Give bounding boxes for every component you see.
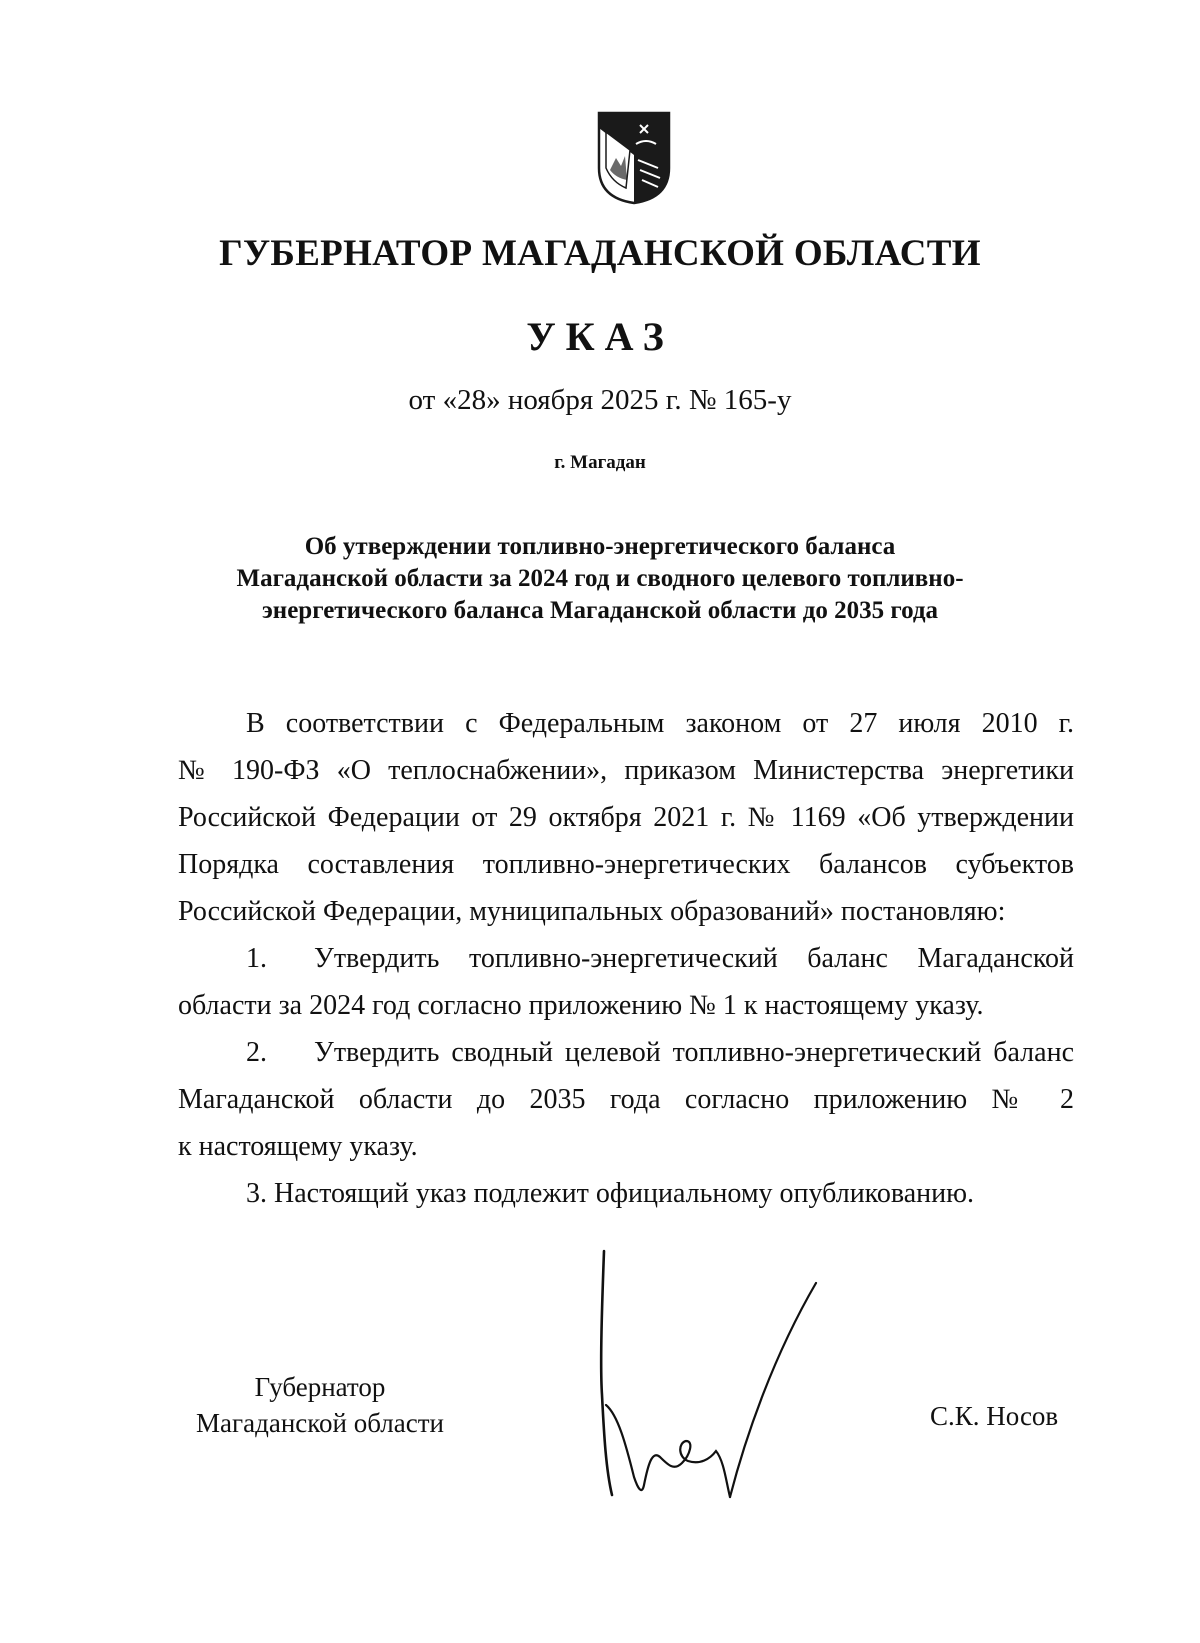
- preamble-line: № 190-ФЗ «О теплоснабжении», приказом Министерства энергетики: [178, 755, 1074, 786]
- signatory-position-line: Магаданской области: [196, 1408, 444, 1438]
- handwritten-signature: [590, 1245, 820, 1505]
- item-number: 2.: [246, 1037, 267, 1068]
- signatory-position: [180, 1369, 460, 1441]
- item-2-continuation: Магаданской области до 2035 года согласно приложению № 2: [178, 1084, 1074, 1115]
- subject-line: энергетического баланса Магаданской области до 2035 года: [261, 597, 939, 624]
- preamble-line: В соответствии с Федеральным законом от 27 июля 2010 г.: [246, 708, 1074, 739]
- document-date-number: от «28» ноября 2025 г. № 165-у: [408, 384, 792, 416]
- document-city: г. Магадан: [554, 452, 646, 473]
- decree-subject: [160, 531, 1040, 627]
- preamble-line: Порядка составления топливно-энергетических балансов субъектов: [178, 849, 1074, 880]
- subject-line: Магаданской области за 2024 год и сводного целевого топливно-: [236, 565, 964, 592]
- organization-title: ГУБЕРНАТОР МАГАДАНСКОЙ ОБЛАСТИ: [219, 233, 981, 274]
- item-1-first-line: [178, 935, 1074, 982]
- item-1-continuation: области за 2024 год согласно приложению № 1 к настоящему указу.: [178, 990, 984, 1021]
- item-text: Утвердить топливно-энергетический баланс Магаданской: [314, 943, 1074, 974]
- preamble-line: Российской Федерации, муниципальных образований» постановляю:: [178, 896, 1006, 927]
- item-2-continuation: к настоящему указу.: [178, 1131, 418, 1162]
- document-type: УКАЗ: [526, 314, 674, 359]
- preamble-line: Российской Федерации от 29 октября 2021 г. № 1169 «Об утверждении: [178, 802, 1074, 833]
- item-3-line: 3. Настоящий указ подлежит официальному опубликованию.: [246, 1178, 975, 1209]
- item-2-first-line: [178, 1029, 1074, 1076]
- signatory-name: С.К. Носов: [930, 1401, 1059, 1431]
- decree-body: [178, 700, 1074, 1217]
- subject-line: Об утверждении топливно-энергетического баланса: [304, 533, 896, 560]
- item-text: Утвердить сводный целевой топливно-энергетический баланс: [314, 1037, 1074, 1068]
- signatory-position-line: Губернатор: [254, 1372, 386, 1402]
- item-number: 1.: [246, 943, 267, 974]
- coat-of-arms-emblem: [596, 110, 672, 206]
